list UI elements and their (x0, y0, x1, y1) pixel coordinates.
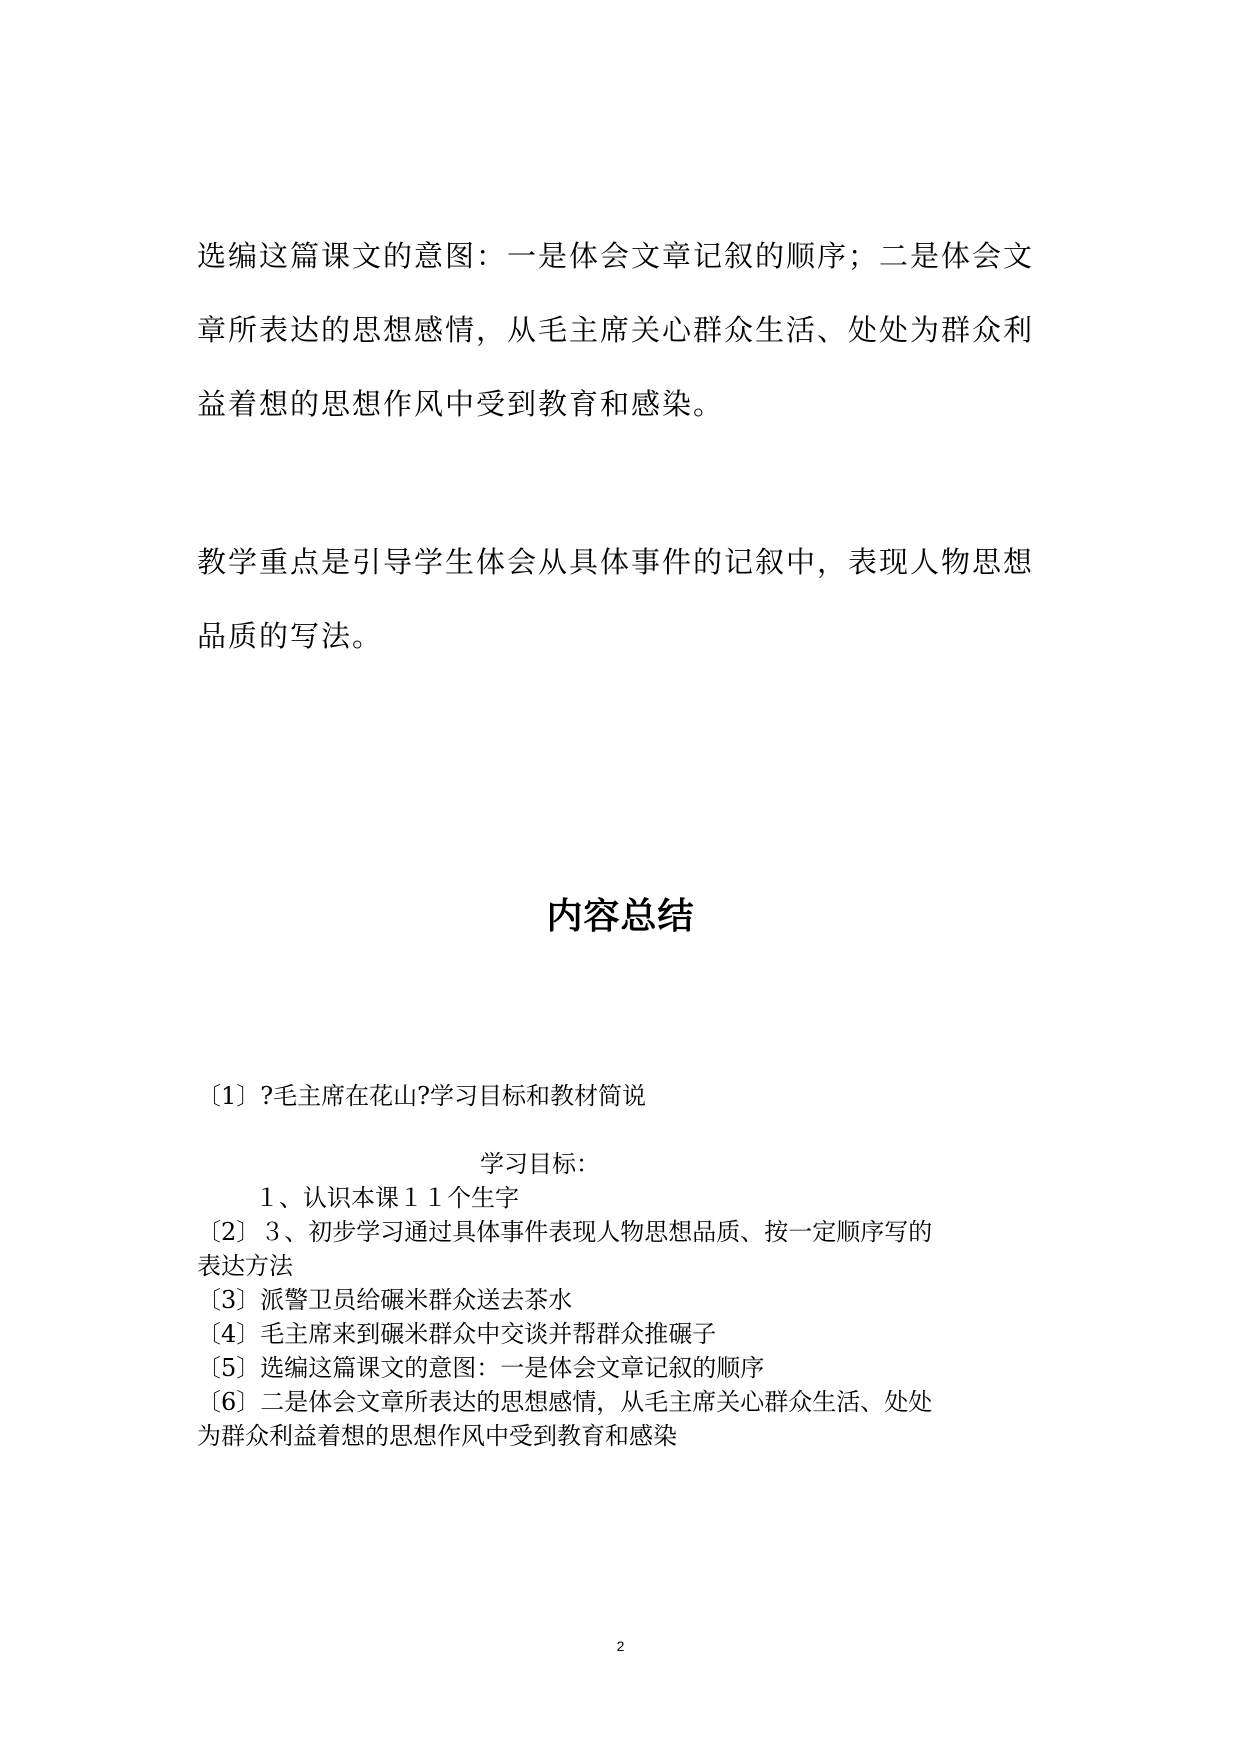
page-number: 2 (616, 1638, 625, 1654)
section-title: 内容总结 (546, 896, 695, 937)
summary-line-2a: 〔2〕３、初步学习通过具体事件表现人物思想品质、按一定顺序写的 (197, 1218, 933, 1246)
summary-line-6a: 〔6〕二是体会文章所表达的思想感情，从毛主席关心群众生活、处处 (197, 1388, 933, 1416)
paragraph-teaching-focus: 教学重点是引导学生体会从具体事件的记叙中，表现人物思想品质的写法。 (197, 545, 1035, 653)
summary-line-5: 〔5〕选编这篇课文的意图：一是体会文章记叙的顺序 (197, 1354, 765, 1382)
summary-first-line-block (197, 1079, 1067, 1113)
summary-line-2b: 表达方法 (197, 1252, 293, 1280)
summary-list (197, 1147, 1067, 1453)
summary-item-1: １、认识本课１１个生字 (255, 1184, 519, 1212)
paragraph-intent: 选编这篇课文的意图：一是体会文章记叙的顺序；二是体会文章所表达的思想感情，从毛主席关心群众生活、处处为群众利益着想的思想作风中受到教育和感染。 (197, 239, 1035, 421)
summary-line-1: 〔1〕?毛主席在花山?学习目标和教材简说 (197, 1082, 647, 1110)
summary-line-6b: 为群众利益着想的思想作风中受到教育和感染 (197, 1422, 677, 1450)
summary-heading: 学习目标： (480, 1150, 600, 1178)
summary-line-3: 〔3〕派警卫员给碾米群众送去茶水 (197, 1286, 573, 1314)
summary-line-4: 〔4〕毛主席来到碾米群众中交谈并帮群众推碾子 (197, 1320, 717, 1348)
